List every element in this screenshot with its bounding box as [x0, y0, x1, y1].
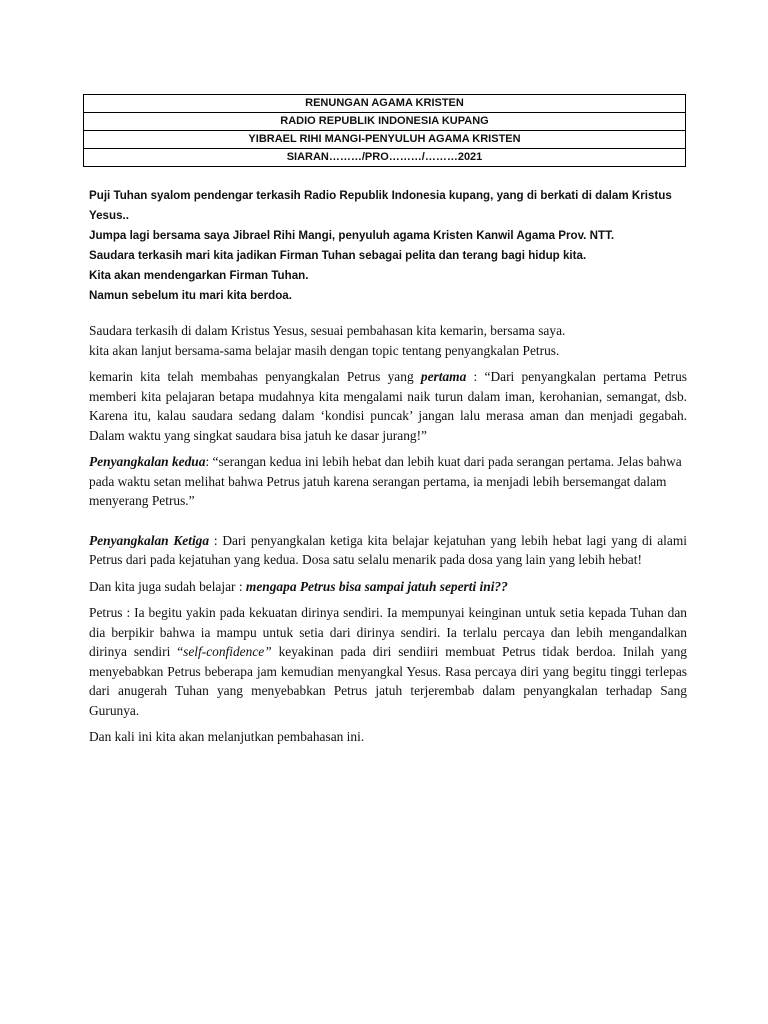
body-section: [89, 321, 687, 747]
header-row: [84, 149, 686, 167]
paragraph-first-denial: [89, 367, 687, 445]
paragraph-opening: [89, 321, 687, 360]
header-station: RADIO REPUBLIK INDONESIA KUPANG: [84, 113, 686, 131]
third-denial-text: : Dari penyangkalan ketiga kita belajar kejatuhan yang lebih hebat lagi yang di alami Petrus dari pada kejatuhan yang kedua. Dosa satu selalu menarik pada dosa yang lain yang lebih hebat!: [89, 532, 687, 567]
paragraph-second-denial: [89, 452, 687, 511]
intro-line: Kita akan mendengarkan Firman Tuhan.: [89, 269, 309, 282]
intro-section: [89, 186, 689, 306]
opening-line-2: kita akan lanjut bersama-sama belajar masih dengan topic tentang penyangkalan Petrus.: [89, 342, 560, 358]
petrus-text-start: Petrus : Ia begitu yakin pada kekuatan dirinya sendiri. Ia mempunyai keinginan untuk setia kepada Tuhan dan dia berpikir bahwa ia mampu untuk setia dari dirinya sendiri. Ia terlalu percaya dan lebih mengandalkan dirinya sendiri “: [89, 605, 687, 659]
question-intro: Dan kita juga sudah belajar :: [89, 578, 246, 594]
first-denial-intro: kemarin kita telah membahas penyangkalan Petrus yang: [89, 369, 421, 384]
opening-line-1: Saudara terkasih di dalam Kristus Yesus, sesuai pembahasan kita kemarin, bersama saya.: [89, 323, 566, 338]
header-broadcast-number: SIARAN………/PRO………/………2021: [84, 149, 686, 167]
header-table: [83, 94, 686, 167]
intro-line: Namun sebelum itu mari kita berdoa.: [89, 289, 292, 302]
intro-line: Puji Tuhan syalom pendengar terkasih Radio Republik Indonesia kupang, yang di berkati di dalam Kristus Yesus..: [89, 189, 672, 222]
paragraph-closing: Dan kali ini kita akan melanjutkan pembahasan ini.: [89, 729, 365, 744]
second-denial-label: Penyangkalan kedua: [89, 454, 206, 469]
header-title: RENUNGAN AGAMA KRISTEN: [84, 95, 686, 113]
intro-line: Saudara terkasih mari kita jadikan Firman Tuhan sebagai pelita dan terang bagi hidup kita.: [89, 249, 587, 262]
header-row: [84, 95, 686, 113]
petrus-text-end: keyakinan pada diri sendiiri membuat Petrus tidak berdoa. Inilah yang menyebabkan Petrus beberapa jam kemudian menyangkal Yesus. Rasa percaya diri yang begitu tinggi terlepas dari anugerah Tuhan yang menyebabkan Petrus jatuh terjerembab dalam penyangkalan terhadap Sang Gurunya.: [89, 644, 687, 718]
paragraph-petrus: [89, 603, 687, 720]
intro-line: Jumpa lagi bersama saya Jibrael Rihi Mangi, penyuluh agama Kristen Kanwil Agama Prov. NTT.: [89, 229, 615, 242]
paragraph-third-denial: [89, 531, 687, 570]
third-denial-label: Penyangkalan Ketiga: [89, 532, 210, 548]
header-author: YIBRAEL RIHI MANGI-PENYULUH AGAMA KRISTEN: [84, 131, 686, 149]
header-row: [84, 113, 686, 131]
self-confidence-term: self-confidence”: [183, 644, 272, 659]
paragraph-question: [89, 577, 687, 597]
question-text: mengapa Petrus bisa sampai jatuh seperti ini??: [245, 578, 508, 594]
second-denial-text: : “serangan kedua ini lebih hebat dan lebih kuat dari pada serangan pertama. Jelas bahwa pada waktu setan melihat bahwa Petrus jatuh karena serangan pertama, ia menjadi lebih bersemangat dalam menyerang Petrus.”: [89, 454, 682, 508]
header-row: [84, 131, 686, 149]
first-denial-label: pertama: [420, 369, 467, 384]
first-denial-text: : “Dari penyangkalan pertama Petrus memberi kita pelajaran betapa mudahnya kita mengalami naik turun dalam iman, kerohanian, semangat, dsb. Karena itu, kalau saudara sedang dalam ‘kondisi puncak’ jangan lalu merasa aman dan menjadi gegabah. Dalam waktu yang singkat saudara bisa jatuh ke dasar jurang!”: [89, 369, 687, 443]
